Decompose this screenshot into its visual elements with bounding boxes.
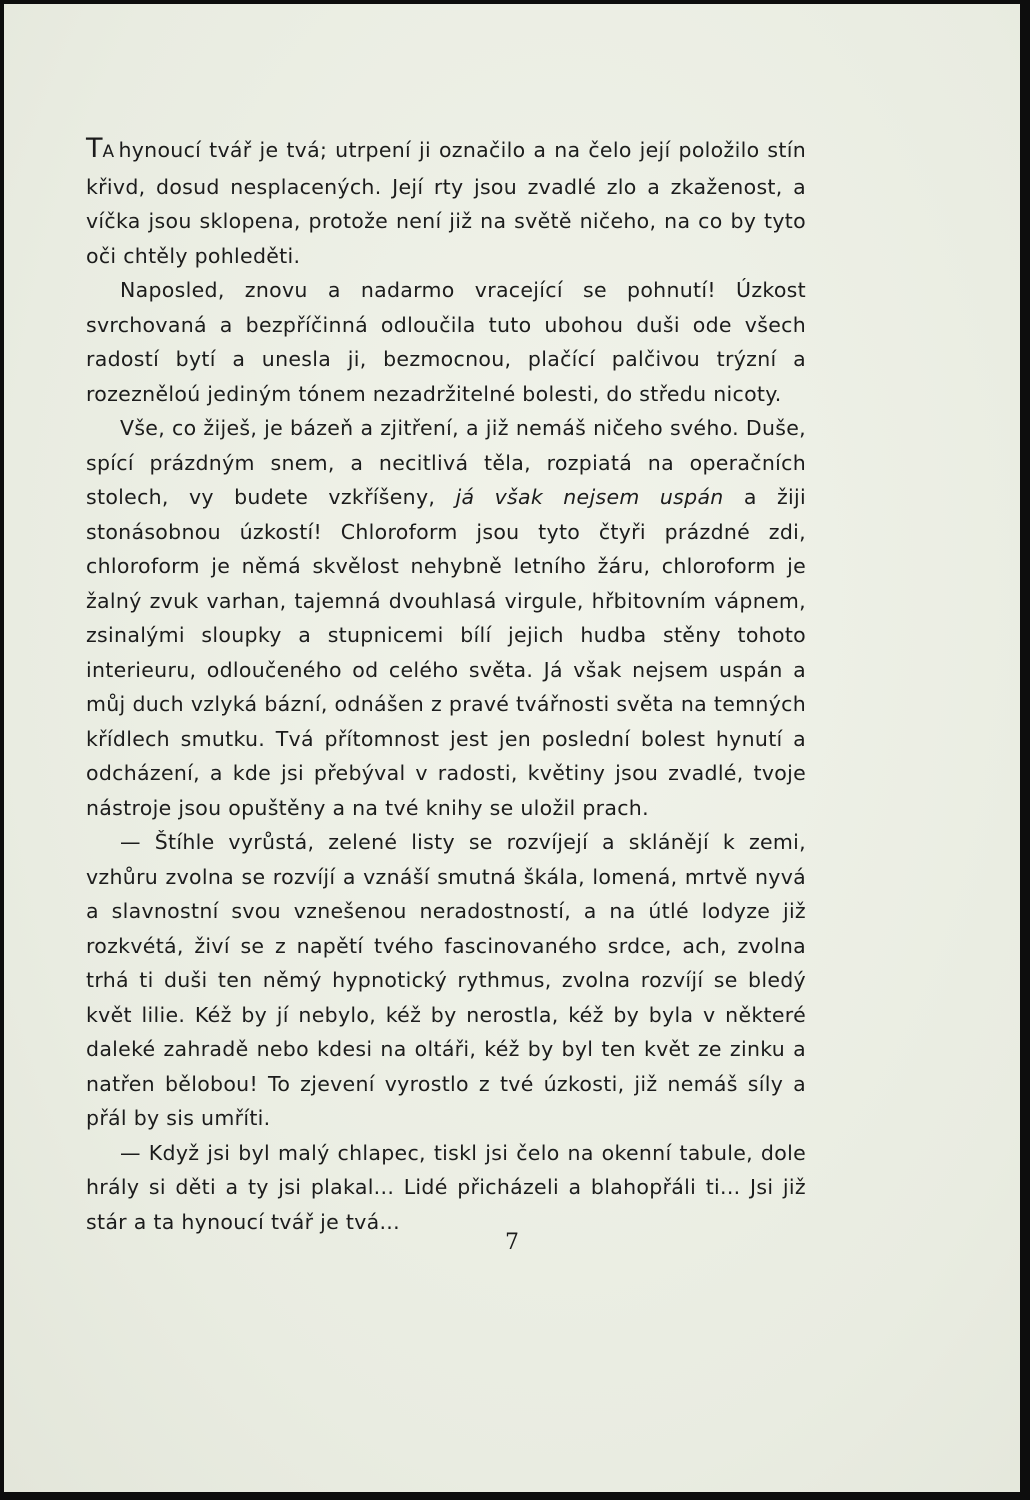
paragraph-3-end: a žiji stonásobnou úzkostí! Chloroform jsou tyto čtyři prázdné zdi, chloroform je němá skvělost nehybně letního žáru, chloroform je žalný zvuk varhan, tajemná dvouhlasá virgule, hřbitovním vápnem, zsinalými sloupky a stupnicemi bílí jejich hudba stěny tohoto interieuru, odloučeného od celého světa. Já však nejsem uspán a můj duch vzlyká bázní, odnášen z pravé tvářnosti světa na temných křídlech smutku. Tvá přítomnost jest jen poslední bolest hynutí a odcházení, a kde jsi přebýval v radosti, květiny jsou zvadlé, tvoje nástroje jsou opuštěny a na tvé knihy se uložil prach. bbox=[86, 485, 807, 820]
paragraph-1 bbox=[86, 132, 806, 273]
book-page bbox=[4, 4, 1020, 1492]
body-text bbox=[86, 132, 806, 1239]
drop-cap-initial: T bbox=[86, 133, 103, 164]
paragraph-1-text: hynoucí tvář je tvá; utrpení ji označilo a na čelo její položilo stín křivd, dosud nesplacených. Její rty jsou zvadlé zlo a zkaženost, a víčka jsou sklopena, protože není již na světě ničeho, na co by tyto oči chtěly pohleděti. bbox=[86, 138, 806, 268]
paragraph-3-italic: já však nejsem uspán bbox=[455, 485, 724, 509]
page-number: 7 bbox=[505, 1230, 519, 1255]
paragraph-3 bbox=[86, 411, 806, 825]
paragraph-5: — Když jsi byl malý chlapec, tiskl jsi čelo na okenní tabule, dole hrály si děti a ty jsi plakal... Lidé přicházeli a blahopřáli ti... Jsi již stár a ta hynoucí tvář je tvá... bbox=[86, 1140, 806, 1234]
paragraph-3-start: Vše, co žiješ, je bázeň a zjitření, a již nemáš ničeho svého. Duše, spící prázdným snem, a necitlivá těla, rozpiatá na operačních stolech, vy budete vzkříšeny, bbox=[86, 416, 806, 509]
paragraph-2: Naposled, znovu a nadarmo vracející se pohnutí! Úzkost svrchovaná a bezpříčinná odloučila tuto ubohou duši ode všech radostí bytí a unesla ji, bezmocnou, plačící palčivou trýzní a rozezněloú jediným tónem nezadržitelné bolesti, do středu nicoty. bbox=[86, 278, 806, 406]
paragraph-4: — Štíhle vyrůstá, zelené listy se rozvíjejí a sklánějí k zemi, vzhůru zvolna se rozvíjí a vznáší smutná škála, lomená, mrtvě nyvá a slavnostní svou vznešenou neradostností, a na útlé lodyze již rozkvétá, živí se z napětí tvého fascinovaného srdce, ach, zvolna trhá ti duši ten němý hypnotický rythmus, zvolna rozvíjí se bledý květ lilie. Kéž by jí nebylo, kéž by nerostla, kéž by byla v některé daleké zahradě nebo kdesi na oltáři, kéž by byl ten květ ze zinku a natřen bělobou! To zjevení vyrostlo z tvé úzkosti, již nemáš síly a přál by sis umříti. bbox=[86, 830, 806, 1130]
small-cap-letter: A bbox=[102, 142, 115, 162]
